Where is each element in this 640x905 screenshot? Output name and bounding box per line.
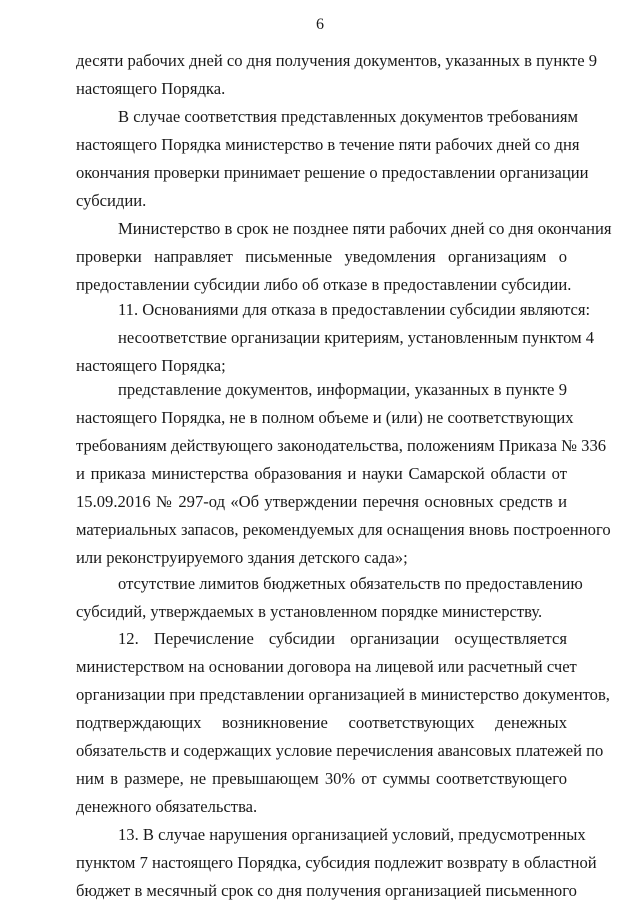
text-line: требованиям действующего законодательства, положениям Приказа № 336 bbox=[76, 436, 607, 455]
text-line: проверки направляет письменные уведомления организациям о bbox=[76, 247, 567, 266]
text-line: обязательств и содержащих условие перечисления авансовых платежей по bbox=[76, 741, 604, 760]
text-line: представление документов, информации, указанных в пункте 9 bbox=[118, 380, 567, 399]
text-line: ним в размере, не превышающем 30% от суммы соответствующего bbox=[76, 769, 567, 788]
text-line: или реконструируемого здания детского сада»; bbox=[76, 548, 408, 567]
text-line: пунктом 7 настоящего Порядка, субсидия подлежит возврату в областной bbox=[76, 853, 597, 872]
text-line: десяти рабочих дней со дня получения документов, указанных в пункте 9 bbox=[76, 51, 598, 70]
text-line: отсутствие лимитов бюджетных обязательств по предоставлению bbox=[118, 574, 583, 593]
text-line: материальных запасов, рекомендуемых для оснащения вновь построенного bbox=[76, 520, 611, 539]
text-line: 13. В случае нарушения организацией условий, предусмотренных bbox=[118, 825, 586, 844]
text-line: настоящего Порядка министерство в течение пяти рабочих дней со дня bbox=[76, 135, 580, 154]
text-line: субсидий, утверждаемых в установленном порядке министерству. bbox=[76, 602, 543, 621]
text-line: В случае соответствия представленных документов требованиям bbox=[118, 107, 579, 126]
text-line: 15.09.2016 № 297-од «Об утверждении перечня основных средств и bbox=[76, 492, 567, 511]
text-line: денежного обязательства. bbox=[76, 797, 258, 816]
text-line: настоящего Порядка. bbox=[76, 79, 226, 98]
page-number: 6 bbox=[316, 16, 324, 33]
text-line: Министерство в срок не позднее пяти рабочих дней со дня окончания bbox=[118, 219, 612, 238]
text-line: настоящего Порядка, не в полном объеме и (или) не соответствующих bbox=[76, 408, 574, 427]
text-line: министерством на основании договора на лицевой или расчетный счет bbox=[76, 657, 577, 676]
text-line: субсидии. bbox=[76, 191, 147, 210]
text-line: подтверждающих возникновение соответствующих денежных bbox=[76, 713, 567, 732]
text-line: организации при представлении организацией в министерство документов, bbox=[76, 685, 610, 704]
text-line: бюджет в месячный срок со дня получения организацией письменного bbox=[76, 881, 577, 900]
text-line: 11. Основаниями для отказа в предоставлении субсидии являются: bbox=[118, 300, 591, 319]
text-line: и приказа министерства образования и науки Самарской области от bbox=[76, 464, 567, 483]
text-line: предоставлении субсидии либо об отказе в предоставлении субсидии. bbox=[76, 275, 572, 294]
text-line: настоящего Порядка; bbox=[76, 356, 226, 375]
text-line: 12. Перечисление субсидии организации осуществляется bbox=[118, 629, 567, 648]
text-line: несоответствие организации критериям, установленным пунктом 4 bbox=[118, 328, 595, 347]
text-line: окончания проверки принимает решение о предоставлении организации bbox=[76, 163, 589, 182]
